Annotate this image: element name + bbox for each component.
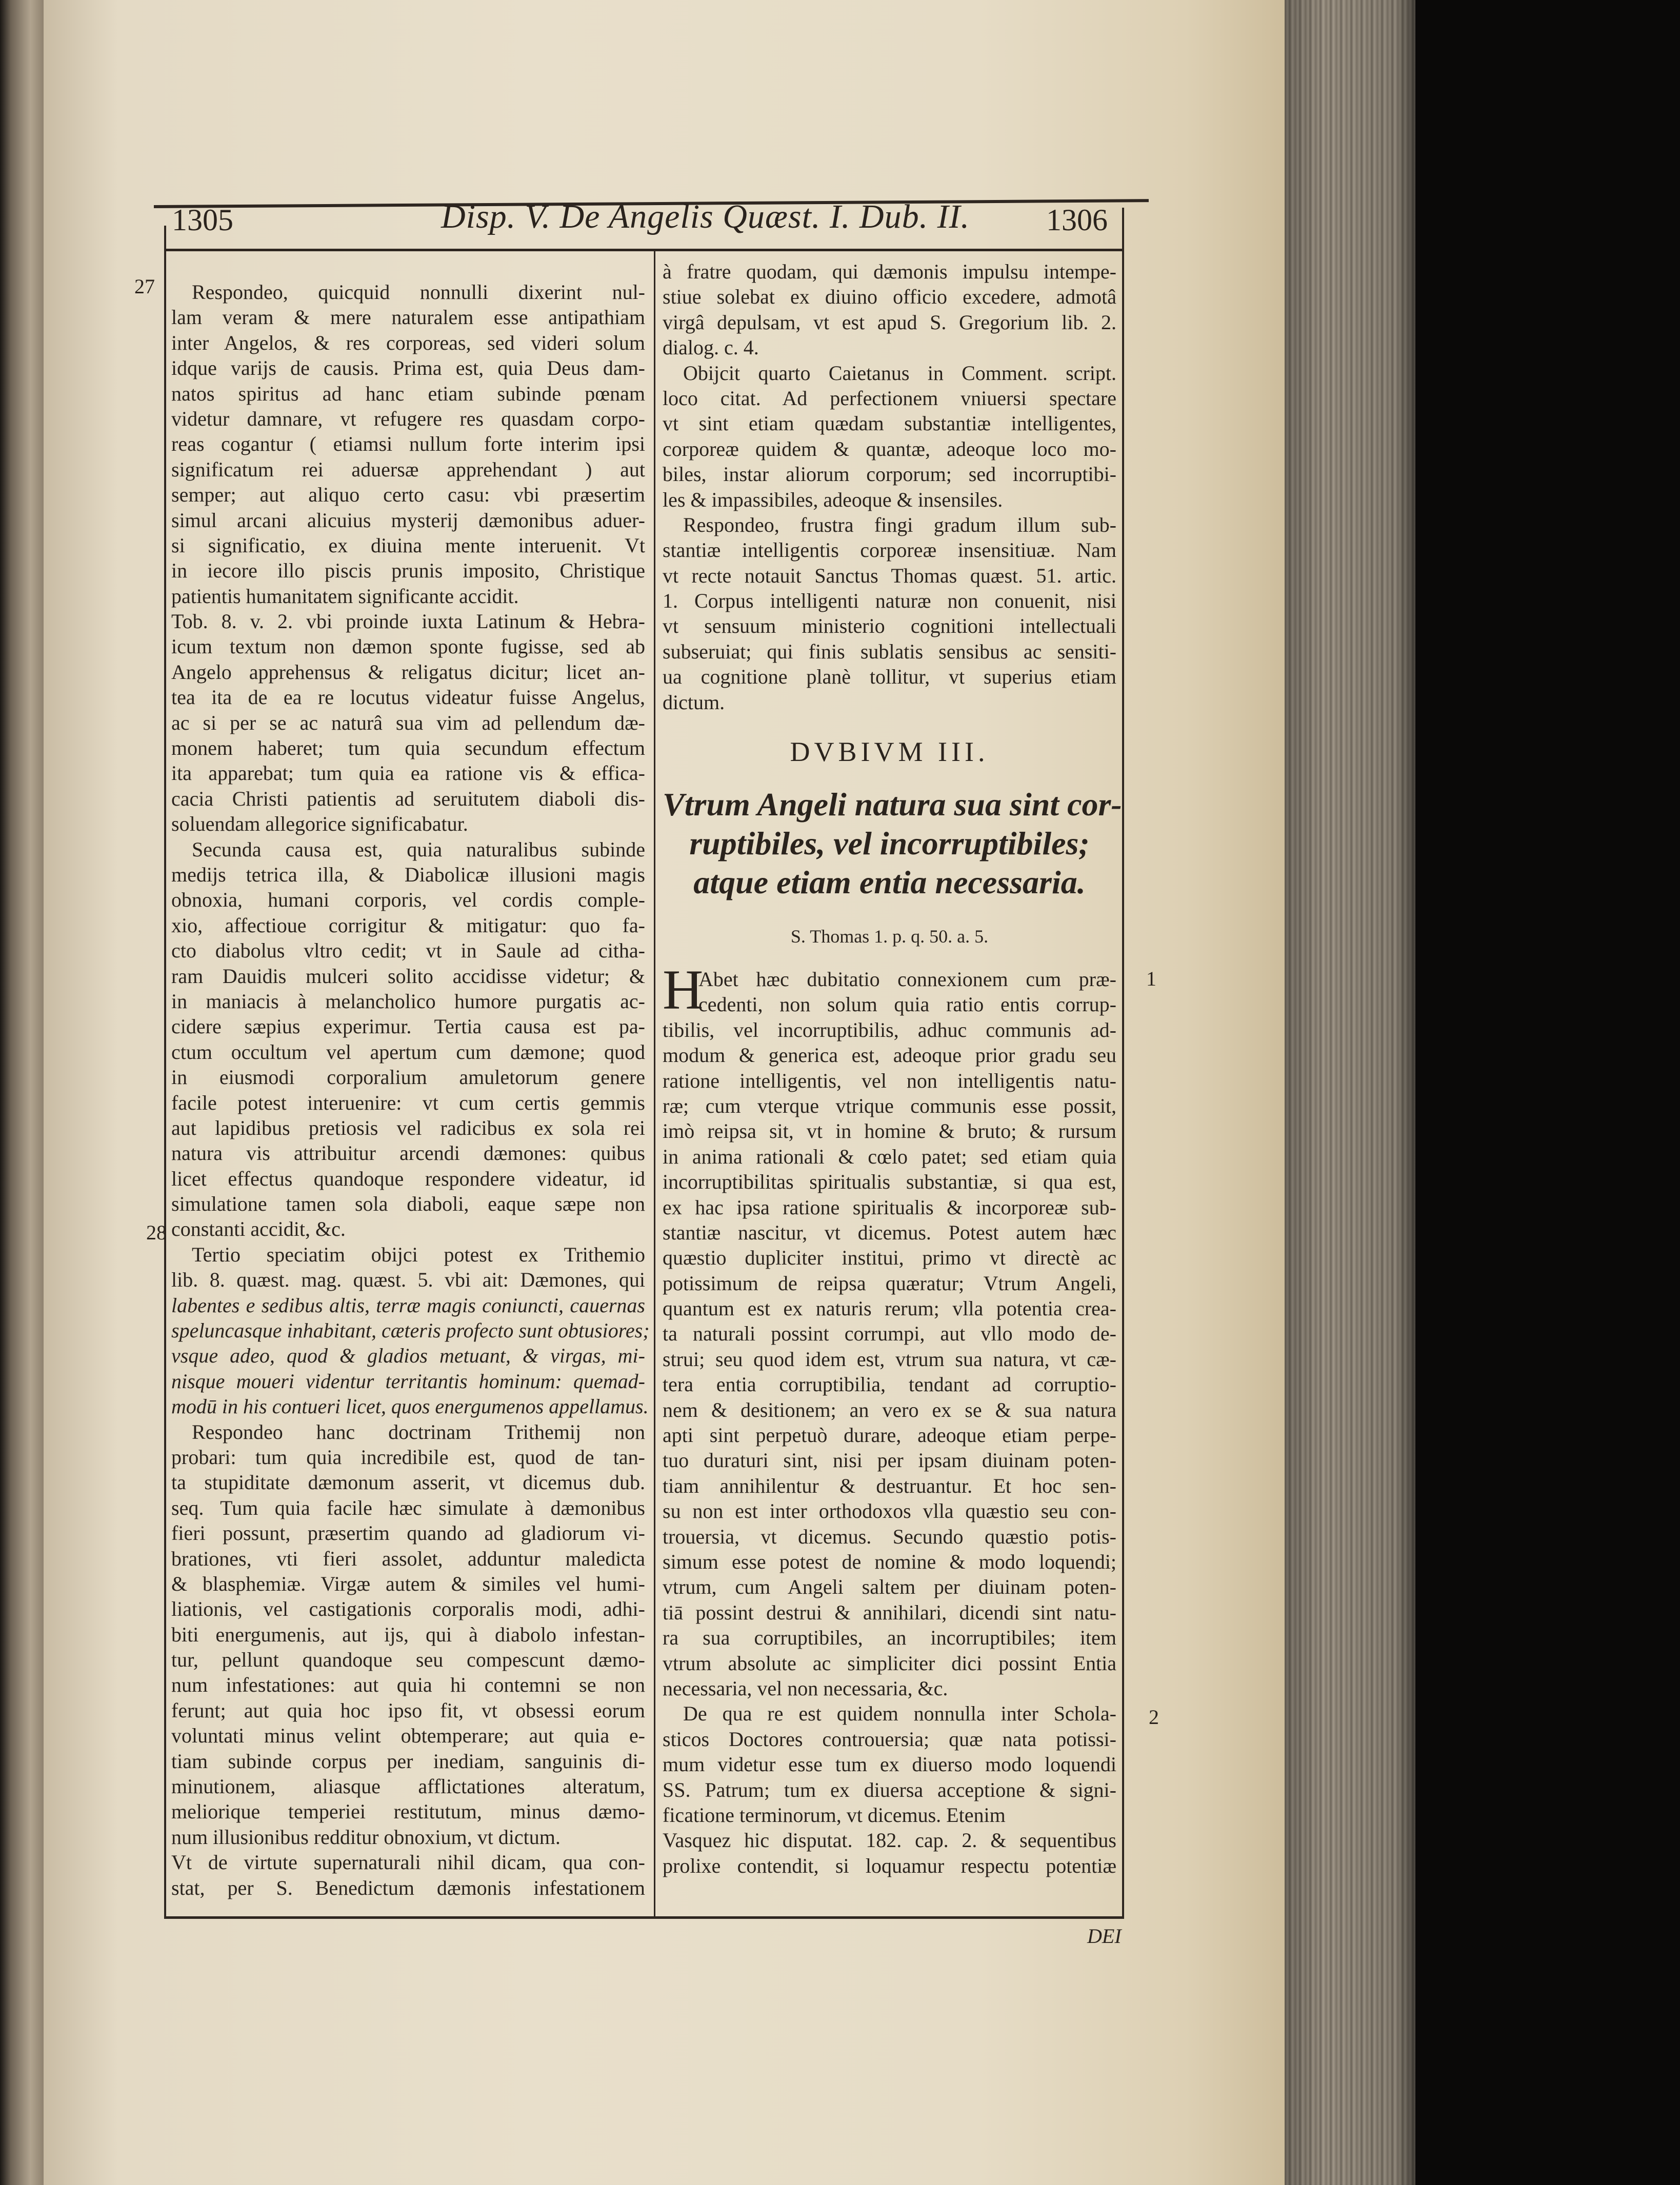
text-line: subseruiat; qui finis sublatis sensibus ac sensiti- <box>663 639 1116 663</box>
text-line: in eiusmodi corporalium amuletorum genere <box>171 1066 645 1089</box>
text-line: medijs tetrica illa, & Diabolicæ illusioni magis <box>171 863 645 886</box>
text-line: ac si per se ac naturâ sua vim ad pellendum dæ- <box>171 711 645 734</box>
text-line: ctum occultum vel apertum cum dæmone; quod <box>171 1040 645 1064</box>
text-line: voluntati minus velint obtemperare; aut quia e- <box>171 1724 645 1748</box>
footer-rule <box>164 1916 1124 1919</box>
margin-number: 28 <box>146 1221 167 1244</box>
text-line: speluncasque inhabitant, cæteris profecto sunt obtusiores; <box>171 1319 650 1342</box>
text-line: SS. Patrum; tum ex diuersa acceptione & signi- <box>663 1778 1116 1801</box>
text-line: trouersia, vt dicemus. Secundo quæstio potis- <box>663 1525 1116 1548</box>
text-line: prolixe contendit, si loquamur respectu potentiæ <box>663 1854 1116 1877</box>
text-line: ratione intelligentis, vel non intelligentis natu- <box>663 1069 1116 1092</box>
text-line: su non est inter orthodoxos vlla quæstio seu con- <box>663 1499 1116 1523</box>
drop-cap: H <box>663 958 704 1021</box>
text-line: incorruptibilitas spiritualis substantiæ, si qua est, <box>663 1170 1116 1194</box>
text-line: imò reipsa sit, vt in homine & bruto; & rursum <box>663 1119 1116 1143</box>
frame-right-line <box>1122 208 1124 1918</box>
text-line: quantum est ex naturis rerum; vlla potentia crea- <box>663 1297 1116 1320</box>
margin-number: 2 <box>1149 1706 1159 1729</box>
text-line: in anima rationali & cœlo patet; sed etiam quia <box>663 1145 1116 1168</box>
text-line: aut lapidibus pretiosis vel radicibus ex sola rei <box>171 1116 645 1139</box>
text-line: simul arcani alicuius mysterij dæmonibus aduer- <box>171 508 645 532</box>
text-line: ex hac ipsa ratione spiritualis & incorporeæ sub- <box>663 1195 1116 1219</box>
text-line: ta stupiditate dæmonum asserit, vt dicemus dub. <box>171 1471 645 1494</box>
text-line: quæstio dupliciter institui, primo vt directè ac <box>663 1246 1116 1270</box>
margin-number: 27 <box>134 275 155 298</box>
text-line: Obijcit quarto Caietanus in Comment. script. <box>683 361 1116 385</box>
text-line: ua cognitione planè tollitur, vt superius etiam <box>663 665 1116 689</box>
text-line: ram Dauidis mulceri solito accidisse videtur; & <box>171 964 645 988</box>
text-line: seq. Tum quia facile hæc simulate à dæmonibus <box>171 1496 645 1519</box>
text-line: tiam subinde corpus per inediam, sanguinis di- <box>171 1749 645 1773</box>
text-line: Tertio speciatim obijci potest ex Trithemio <box>192 1242 645 1266</box>
text-line: inter Angelos, & res corporeas, sed videri solum <box>171 331 645 354</box>
text-line: liationis, vel castigationis corporalis modi, adhi- <box>171 1597 645 1621</box>
text-line: num illusionibus redditur obnoxium, vt dictum. <box>171 1825 561 1849</box>
left-column <box>171 279 650 1900</box>
text-line: in maniacis à melancholico humore purgatis ac- <box>171 989 645 1013</box>
text-line: Respondeo, frustra fingi gradum illum sub- <box>683 513 1116 536</box>
text-line: ficatione terminorum, vt dicemus. Etenim <box>663 1803 1006 1827</box>
text-line: tera entia corruptibilia, tendant ad corruptio- <box>663 1373 1116 1396</box>
text-line: in iecore illo piscis prunis imposito, Christique <box>171 559 645 583</box>
section-title-line: Vtrum Angeli natura sua sint cor- <box>663 786 1122 823</box>
facing-page-edge <box>0 0 44 2185</box>
text-line: obnoxia, humani corporis, vel cordis comple- <box>171 888 645 912</box>
text-line: corporeæ quidem & quantæ, adeoque loco mo- <box>663 437 1116 460</box>
text-line: natura vis attribuitur arcendi dæmones: quibus <box>171 1141 645 1165</box>
text-line: vt recte notauit Sanctus Thomas quæst. 51. artic. <box>663 564 1116 587</box>
page-number-right: 1306 <box>1046 203 1108 237</box>
text-line: Respondeo hanc doctrinam Trithemij non <box>192 1420 645 1444</box>
text-line: lib. 8. quæst. mag. quæst. 5. vbi ait: Dæmones, qui <box>171 1268 645 1292</box>
text-line: tiam annihilentur & destruantur. Et hoc sen- <box>663 1474 1116 1497</box>
text-line: tibilis, vel incorruptibilis, adhuc communis ad- <box>663 1018 1116 1041</box>
text-line: Abet hæc dubitatio connexionem cum præ- <box>698 968 1116 991</box>
text-line: vtrum, cum Angeli saltem per diuinam poten- <box>663 1575 1116 1599</box>
text-line: num infestationes: aut quia hi contemni se non <box>171 1673 645 1697</box>
catchword: DEI <box>1087 1925 1122 1948</box>
text-line: vt sensuum ministerio cognitioni intellectuali <box>663 614 1116 638</box>
text-line: ræ; cum vterque vtrique communis esse possit, <box>663 1094 1116 1117</box>
text-line: tur, pellunt quandoque seu compescunt dæmo- <box>171 1648 645 1672</box>
text-line: biles, instar aliorum corporum; sed incorruptibi- <box>663 463 1116 486</box>
text-line: ita apparebat; tum quia ea ratione vis & effica- <box>171 761 645 785</box>
text-line: soluendam allegorice significabatur. <box>171 812 468 836</box>
text-line: De qua re est quidem nonnulla inter Schola- <box>683 1702 1116 1726</box>
text-line: dialog. c. 4. <box>663 336 759 359</box>
text-line: loco citat. Ad perfectionem vniuersi spectare <box>663 386 1116 410</box>
text-line: strui; seu quod idem est, vtrum sua natura, vt cæ- <box>663 1347 1116 1371</box>
text-line: 1. Corpus intelligenti naturæ non conuenit, nisi <box>663 589 1116 613</box>
text-line: biti energumenis, aut ijs, qui à diabolo infestan- <box>171 1622 645 1646</box>
page-number-left: 1305 <box>172 203 233 237</box>
text-line: cedenti, non solum quia ratio entis corrup- <box>698 993 1116 1016</box>
text-line: les & impassibiles, adeoque & insensiles. <box>663 488 1003 511</box>
section-reference: S. Thomas 1. p. q. 50. a. 5. <box>790 926 989 947</box>
text-line: sticos Doctores controuersia; quæ nata potissi- <box>663 1727 1116 1751</box>
right-column-top <box>663 259 1116 715</box>
section-title-line: atque etiam entia necessaria. <box>693 864 1086 900</box>
frame-left-line <box>164 226 166 1918</box>
text-line: reas cogantur ( etiamsi nullum forte interim ipsi <box>171 432 645 456</box>
text-line: tuo duraturi sint, nisi per ipsam diuinam poten- <box>663 1449 1116 1472</box>
text-line: simum esse potest de nomine & modo loquendi; <box>663 1550 1116 1573</box>
text-line: minutionem, aliasque afflictationes alteratum, <box>171 1775 645 1798</box>
text-line: facile potest interuenire: vt cum certis gemmis <box>171 1091 645 1114</box>
column-divider <box>654 250 655 1917</box>
text-line: Secunda causa est, quia naturalibus subinde <box>192 837 645 861</box>
text-line: licet effectus quandoque respondere videatur, id <box>171 1167 645 1190</box>
text-line: ra sua corruptibiles, an incorruptibiles; item <box>663 1626 1116 1650</box>
text-line: si significatio, ex diuina mente interuenit. Vt <box>171 533 645 557</box>
section-title-line: ruptibiles, vel incorruptibiles; <box>689 825 1090 861</box>
text-line: icum textum non dæmon sponte fugisse, sed ab <box>171 635 645 658</box>
text-line: stiue solebat ex diuino officio excedere, admotâ <box>663 285 1116 309</box>
text-line: dictum. <box>663 690 725 714</box>
text-line: tiā possint destrui & annihilari, dicendi sint natu- <box>663 1600 1116 1624</box>
text-line: vtrum absolute ac simpliciter dici possint Entia <box>663 1651 1116 1675</box>
running-head: Disp. V. De Angelis Quæst. I. Dub. II. <box>441 198 970 235</box>
text-line: ta naturali possint corrumpi, aut vllo modo de- <box>663 1322 1116 1346</box>
text-line: modum & generica est, adeoque prior gradu seu <box>663 1044 1116 1067</box>
text-line: & blasphemiæ. Virgæ autem & similes vel humi- <box>171 1572 645 1595</box>
text-line: idque varijs de causis. Prima est, quia Deus dam- <box>171 356 645 380</box>
text-line: stat, per S. Benedictum dæmonis infestationem <box>171 1876 645 1899</box>
text-line: stantiæ nascitur, vt dicemus. Potest autem hæc <box>663 1220 1116 1244</box>
text-line: cto diabolus vltro cedit; vt in Saule ad citha- <box>171 939 645 963</box>
text-line: Angelo apprehensus & religatus dicitur; licet an- <box>171 660 645 684</box>
section-heading: DVBIVM III. <box>790 736 989 767</box>
text-line: probari: tum quia incredibile est, quod de tan- <box>171 1445 645 1469</box>
text-line: nem & desitionem; an vero ex se & sua natura <box>663 1398 1116 1421</box>
text-line: cidere sæpius experimur. Tertia causa est pa- <box>171 1015 645 1038</box>
text-line: necessaria, vel non necessaria, &c. <box>663 1676 948 1700</box>
text-line: simulatione tamen sola diaboli, eaque sæpe non <box>171 1192 645 1216</box>
text-line: significatum rei aduersæ apprehendant ) aut <box>171 457 645 481</box>
text-line: virgâ depulsam, vt est apud S. Gregorium lib. 2. <box>663 310 1116 334</box>
text-line: brationes, vti fieri assolet, adduntur maledicta <box>171 1547 645 1570</box>
text-line: à fratre quodam, qui dæmonis impulsu intempe- <box>663 260 1116 283</box>
text-line: apti sint perpetuò durare, adeoque etiam perpe- <box>663 1424 1116 1447</box>
text-line: meliorique temperiei restitutum, minus dæmo- <box>171 1800 645 1823</box>
header-bottom-rule <box>164 249 1123 251</box>
text-line: modū in his contueri licet, quos energumenos appellamus. <box>171 1395 649 1418</box>
text-line: ferunt; aut quia hoc ipso fit, vt obsessi eorum <box>171 1698 645 1722</box>
text-line: vsque adeo, quod & gladios metuant, & virgas, mi- <box>171 1344 645 1368</box>
text-line: mum videtur esse tum ex diuerso modo loquendi <box>663 1753 1116 1776</box>
text-line: patientis humanitatem significante accidit. <box>171 584 519 608</box>
right-column-body <box>663 967 1116 1878</box>
text-line: videtur damnare, vt refugere res quasdam corpo- <box>171 407 645 430</box>
text-line: cacia Christi patientis ad seruitutem diaboli dis- <box>171 787 645 810</box>
text-line: stantiæ intelligentis corporeæ insensitiuæ. Nam <box>663 538 1116 562</box>
margin-number: 1 <box>1146 967 1156 990</box>
text-line: labentes e sedibus altis, terræ magis coniuncti, cauernas <box>171 1293 645 1317</box>
text-line: semper; aut aliquo certo casu: vbi præsertim <box>171 483 645 507</box>
text-line: nisque moueri videntur territantis hominum: quemad- <box>171 1369 645 1393</box>
text-line: natos spiritus ad hanc etiam subinde pœnam <box>171 382 645 405</box>
text-line: fieri possunt, præsertim quando ad gladiorum vi- <box>171 1521 645 1545</box>
text-line: Respondeo, quicquid nonnulli dixerint nul- <box>192 280 645 304</box>
book-edge-shadow <box>1285 0 1415 2185</box>
text-line: vt sint etiam quædam substantiæ intelligentes, <box>663 412 1116 435</box>
text-line: tea ita de ea re locutus videatur fuisse Angelus, <box>171 686 645 709</box>
text-line: Vt de virtute supernaturali nihil dicam, qua con- <box>171 1851 645 1874</box>
text-line: potissimum de reipsa quæratur; Vtrum Angeli, <box>663 1271 1116 1295</box>
text-line: Tob. 8. v. 2. vbi proinde iuxta Latinum & Hebra- <box>171 610 645 633</box>
text-line: monem haberet; tum quia secundum effectum <box>171 736 645 760</box>
text-line: lam veram & mere naturalem esse antipathiam <box>171 306 645 329</box>
text-line: Vasquez hic disputat. 182. cap. 2. & sequentibus <box>663 1829 1116 1852</box>
text-line: constanti accidit, &c. <box>171 1217 346 1241</box>
text-line: xio, affectioue corrigitur & mitigatur: quo fa- <box>171 913 645 937</box>
